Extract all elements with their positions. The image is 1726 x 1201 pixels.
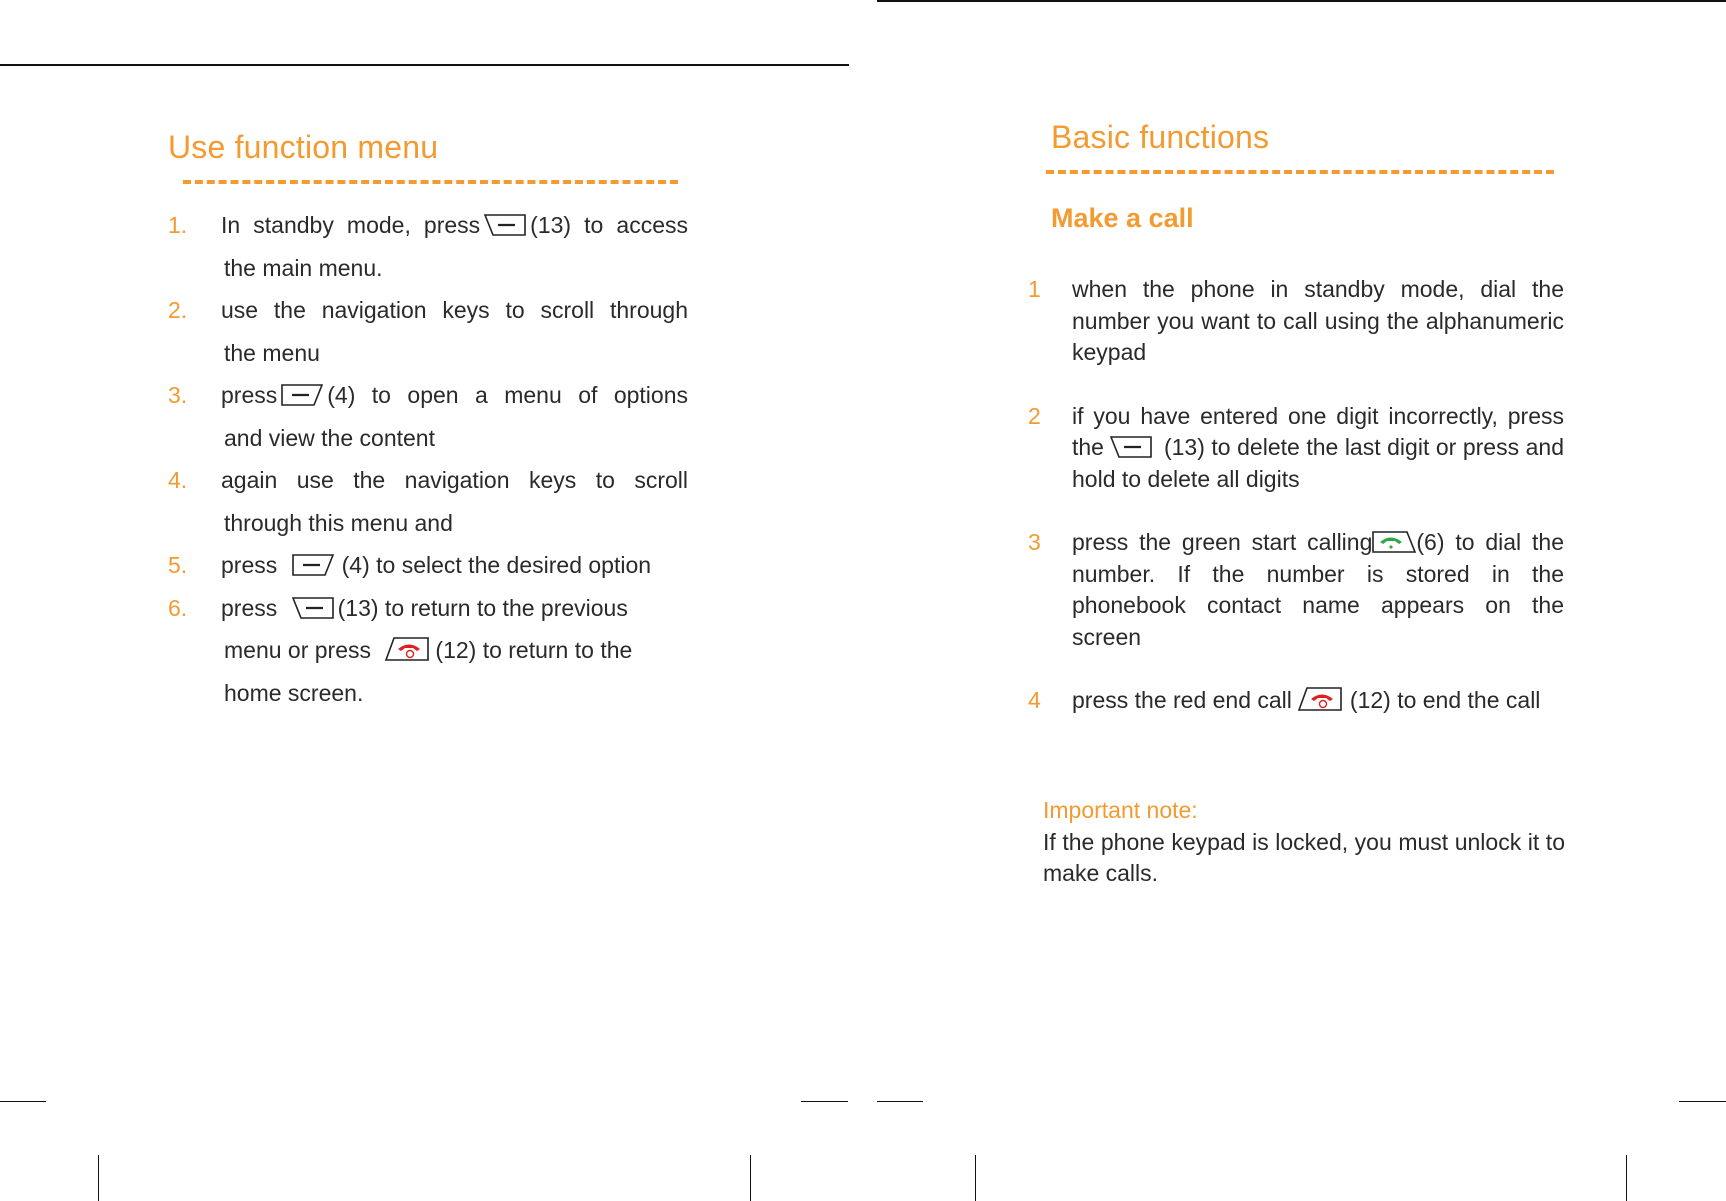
make-call-steps xyxy=(1028,274,1564,749)
right-page-title: Basic functions xyxy=(1051,119,1270,155)
left-header-rule xyxy=(0,64,849,66)
list-item: 3. press (4) to open a menu of options and view the content xyxy=(168,382,688,451)
list-item: 5. press (4) to select the desired option xyxy=(168,552,652,578)
soft-key-right-icon xyxy=(484,214,526,236)
right-title-underline xyxy=(1046,170,1554,174)
crop-mark xyxy=(98,1155,99,1201)
crop-mark xyxy=(1626,1155,1627,1201)
section-subtitle: Make a call xyxy=(1051,203,1194,233)
left-page-title: Use function menu xyxy=(168,129,439,165)
right-header-rule xyxy=(877,0,1726,2)
list-item: 1. In standby mode, press (13) to access the main menu. xyxy=(168,212,688,281)
list-item: 4 press the red end call (12) to end the call xyxy=(1028,687,1541,713)
list-item: 1 when the phone in standby mode, dial the number you want to call using the alphanumeric keypad xyxy=(1028,276,1564,365)
list-item: 6. press (13) to return to the previous menu or press (12) to return to the home screen. xyxy=(168,594,633,706)
crop-mark xyxy=(975,1155,976,1201)
list-item: 2 if you have entered one digit incorrectly, press the (13) to delete the last digit or press and hold to delete all digits xyxy=(1028,402,1564,492)
list-item: 3 press the green start calling (6) to dial the number. If the number is stored in the phonebook contact name appears on the screen xyxy=(1028,529,1564,650)
note-text: If the phone keypad is locked, you must unlock it to make calls. xyxy=(1043,828,1565,886)
soft-key-right-icon xyxy=(1110,436,1152,458)
crop-mark xyxy=(801,1101,848,1102)
list-item: 4. again use the navigation keys to scroll through this menu and xyxy=(168,467,688,536)
crop-mark xyxy=(0,1101,46,1102)
crop-mark xyxy=(750,1155,751,1201)
note-label: Important note: xyxy=(1043,797,1198,823)
soft-key-left-icon xyxy=(292,554,334,576)
list-item: 2. use the navigation keys to scroll through the menu xyxy=(168,297,688,366)
soft-key-right-icon xyxy=(292,597,334,619)
end-call-red-icon xyxy=(1298,687,1342,711)
function-menu-steps xyxy=(168,204,688,714)
soft-key-left-icon xyxy=(281,384,323,406)
important-note xyxy=(1043,795,1565,890)
end-call-red-icon xyxy=(385,637,429,661)
crop-mark xyxy=(1679,1101,1726,1102)
left-title-underline xyxy=(183,180,678,184)
crop-mark xyxy=(877,1101,923,1102)
call-green-icon xyxy=(1372,531,1416,553)
